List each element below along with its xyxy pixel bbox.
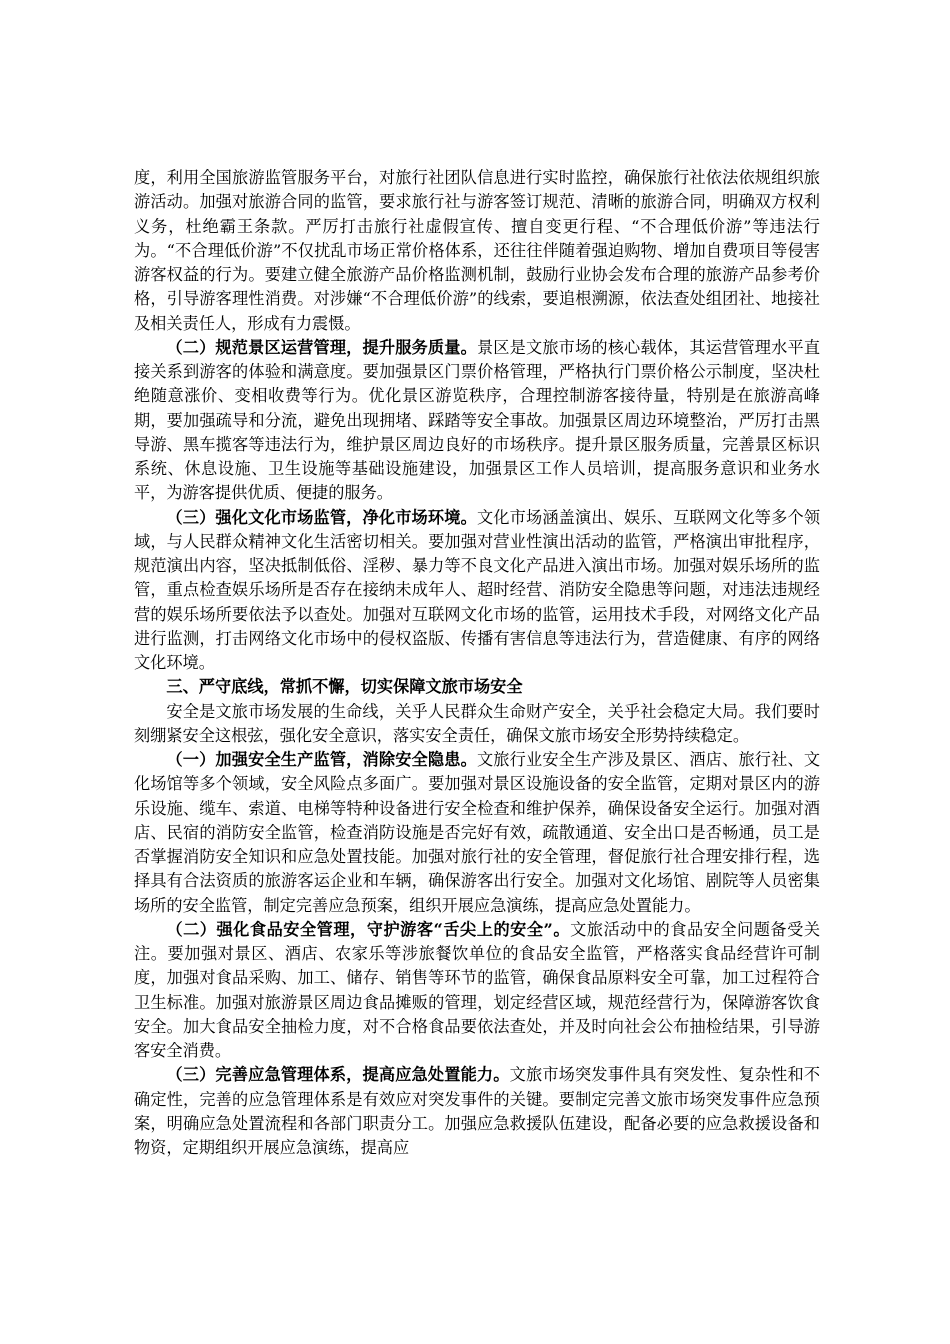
document-page bbox=[134, 166, 820, 1160]
paragraph-text: 度，利用全国旅游监管服务平台，对旅行社团队信息进行实时监控，确保旅行社依法依规组织旅游活动。加强对旅游合同的监管，要求旅行社与游客签订规范、清晰的旅游合同，明确双方权利义务，杜绝霸王条款。严厉打击旅行社虚假宣传、擅自变更行程、“不合理低价游”等违法行为。“不合理低价游”不仅扰乱市场正常价格体系，还往往伴随着强迫购物、增加自费项目等侵害游客权益的行为。要建立健全旅游产品价格监测机制，鼓励行业协会发布合理的旅游产品参考价格，引导游客理性消费。对涉嫌“不合理低价游”的线索，要追根溯源，依法查处组团社、地接社及相关责任人，形成有力震慑。 bbox=[134, 168, 820, 333]
paragraph-text: 景区是文旅市场的核心载体，其运营管理水平直接关系到游客的体验和满意度。要加强景区门票价格管理，严格执行门票价格公示制度，坚决杜绝随意涨价、变相收费等行为。优化景区游览秩序，合理控制游客接待量，特别是在旅游高峰期，要加强疏导和分流，避免出现拥堵、踩踏等安全事故。加强景区周边环境整治，严厉打击黑导游、黑车揽客等违法行为，维护景区周边良好的市场秩序。提升景区服务质量，完善景区标识系统、休息设施、卫生设施等基础设施建设，加强景区工作人员培训，提高服务意识和业务水平，为游客提供优质、便捷的服务。 bbox=[134, 337, 821, 503]
section-title: 三、严守底线，常抓不懈，切实保障文旅市场安全 bbox=[166, 677, 523, 697]
paragraph-text: 文旅行业安全生产涉及景区、酒店、旅行社、文化场馆等多个领域，安全风险点多面广。要加强对景区设施设备的安全监管，定期对景区内的游乐设施、缆车、索道、电梯等特种设备进行安全检查和维护保养，确保设备安全运行。加强对酒店、民宿的消防安全监管，检查消防设施是否完好有效，疏散通道、安全出口是否畅通，员工是否掌握消防安全知识和应急处置技能。加强对旅行社的安全管理，督促旅行社合理安排行程，选择具有合法资质的旅游客运企业和车辆，确保游客出行安全。加强对文化场馆、剧院等人员密集场所的安全监管，制定完善应急预案，组织开展应急演练，提高应急处置能力。 bbox=[134, 750, 821, 915]
paragraph-heading: （二）规范景区运营管理，提升服务质量。 bbox=[166, 337, 477, 357]
paragraph-heading: （一）加强安全生产监管，消除安全隐患。 bbox=[166, 750, 477, 769]
paragraph-3 bbox=[134, 506, 820, 676]
paragraph-8 bbox=[134, 1063, 820, 1160]
paragraph-5 bbox=[134, 700, 820, 749]
paragraph-heading: （三）强化文化市场监管，净化市场环境。 bbox=[166, 507, 477, 527]
paragraph-1 bbox=[134, 166, 820, 336]
section-heading bbox=[134, 675, 820, 699]
paragraph-heading: （三）完善应急管理体系，提高应急处置能力。 bbox=[166, 1065, 510, 1085]
paragraph-text: 文旅活动中的食品安全问题备受关注。要加强对景区、酒店、农家乐等涉旅餐饮单位的食品安全监管，严格落实食品经营许可制度，加强对食品采购、加工、储存、销售等环节的监管，确保食品原料安全可靠，加工过程符合卫生标准。加强对旅游景区周边食品摊贩的管理，划定经营区域，规范经营行为，保障游客饮食安全。加大食品安全抽检力度，对不合格食品要依法查处，并及时向社会公布抽检结果，引导游客安全消费。 bbox=[134, 919, 821, 1060]
paragraph-6 bbox=[134, 748, 820, 918]
paragraph-text: 文旅市场突发事件具有突发性、复杂性和不确定性，完善的应急管理体系是有效应对突发事件的关键。要制定完善文旅市场突发事件应急预案，明确应急处置流程和各部门职责分工。加强应急救援队伍建设，配备必要的应急救援设备和物资，定期组织开展应急演练，提高应 bbox=[134, 1065, 821, 1157]
paragraph-7 bbox=[134, 918, 820, 1064]
paragraph-heading: （二）强化食品安全管理，守护游客“舌尖上的安全”。 bbox=[166, 919, 571, 939]
paragraph-text: 安全是文旅市场发展的生命线，关乎人民群众生命财产安全，关乎社会稳定大局。我们要时刻绷紧安全这根弦，强化安全意识，落实安全责任，确保文旅市场安全形势持续稳定。 bbox=[134, 701, 820, 745]
paragraph-text: 文化市场涵盖演出、娱乐、互联网文化等多个领域，与人民群众精神文化生活密切相关。要加强对营业性演出活动的监管，严格演出审批程序，规范演出内容，坚决抵制低俗、淫秽、暴力等不良文化产品进入演出市场。加强对娱乐场所的监管，重点检查娱乐场所是否存在接纳未成年人、超时经营、消防安全隐患等问题，对违法违规经营的娱乐场所要依法予以查处。加强对互联网文化市场的监管，运用技术手段，对网络文化产品进行监测，打击网络文化市场中的侵权盗版、传播有害信息等违法行为，营造健康、有序的网络文化环境。 bbox=[134, 507, 821, 672]
paragraph-2 bbox=[134, 336, 820, 506]
